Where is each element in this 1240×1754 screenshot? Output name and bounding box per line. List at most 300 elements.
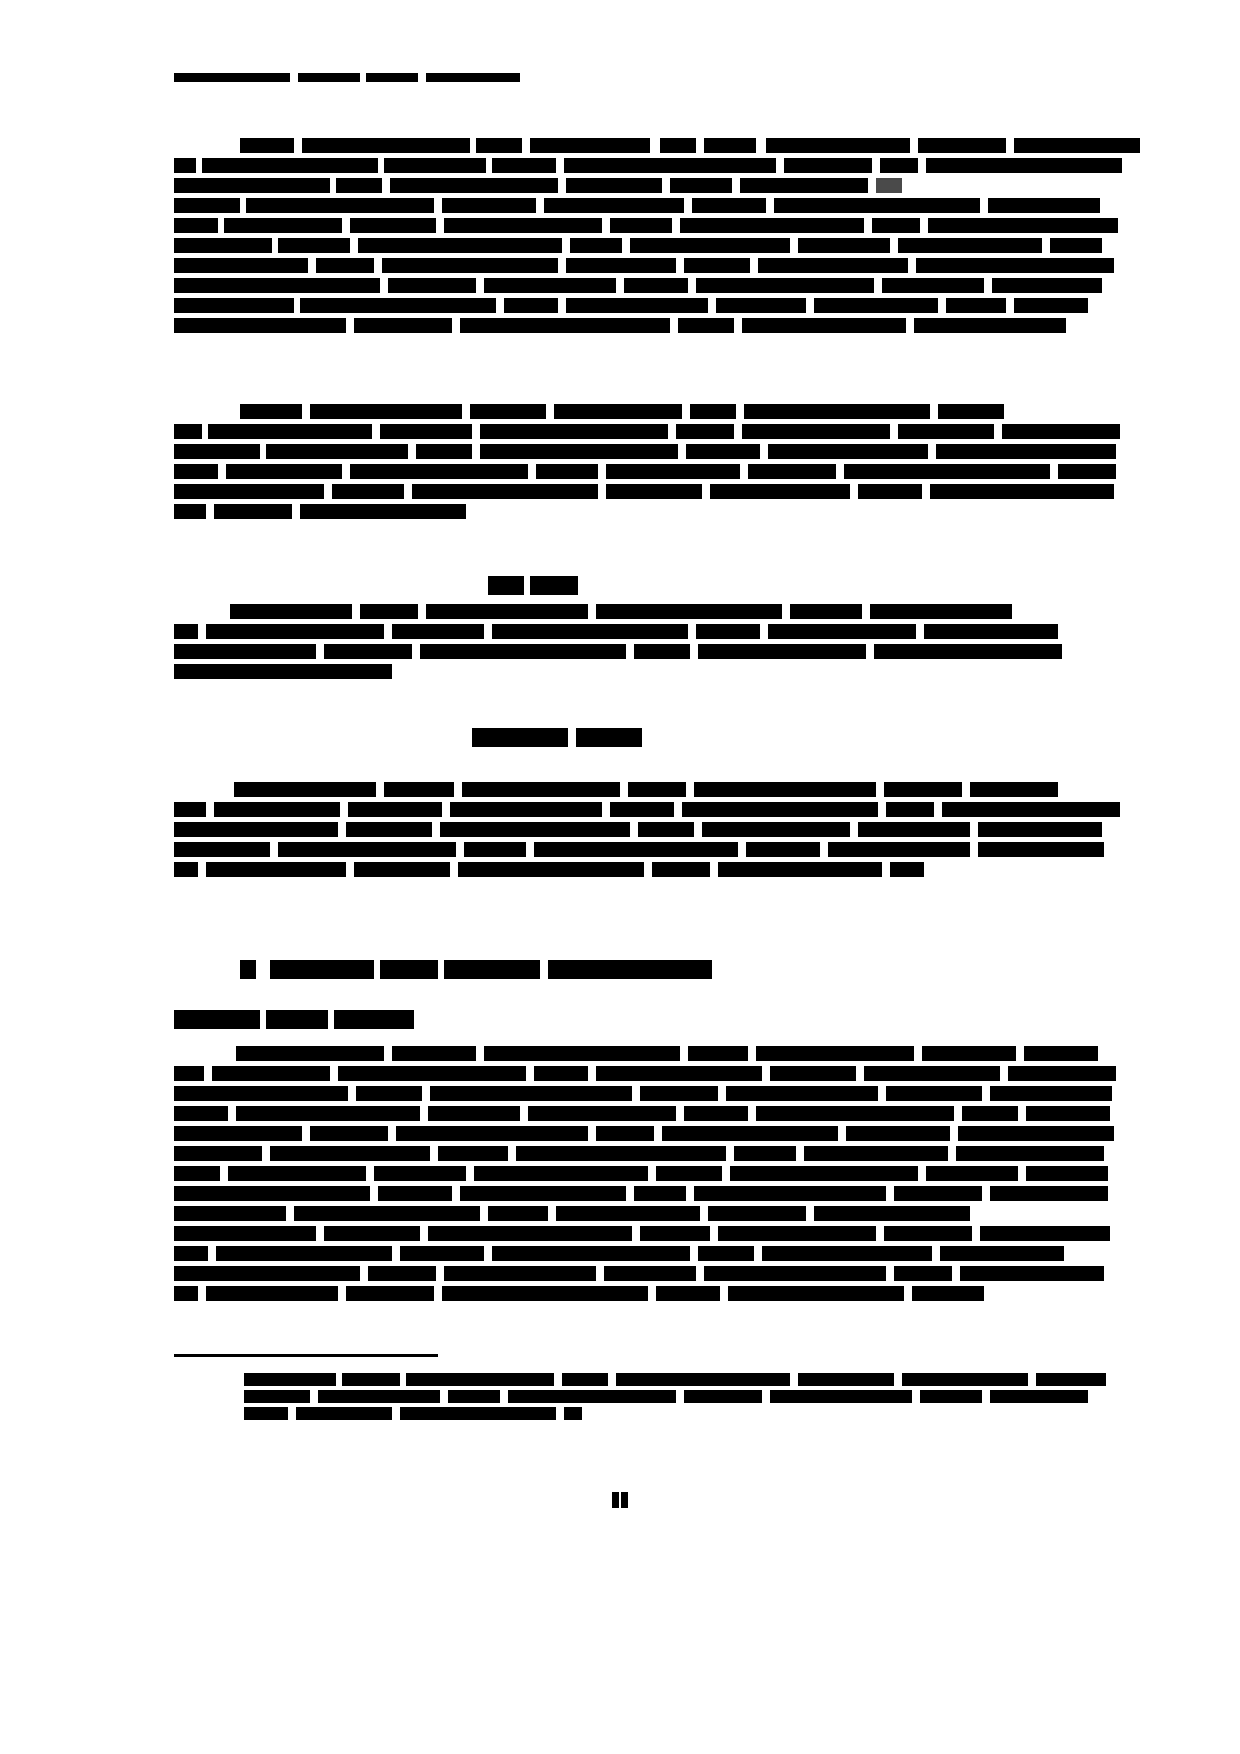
ink [476,138,522,153]
footnote-separator [174,1354,438,1357]
paragraph-3-text [174,684,175,685]
paragraph-4-text [174,882,175,883]
ink [858,822,970,837]
ink [382,258,558,273]
ink [374,1166,466,1181]
ink [638,822,694,837]
ink [958,1126,1114,1141]
ink [236,1046,384,1061]
ink [694,1186,886,1201]
ink [474,1166,648,1181]
ink [844,464,1050,479]
ink [318,1390,440,1403]
ink [310,404,462,419]
ink [988,198,1100,213]
ink [762,1246,932,1261]
ink [270,1146,430,1161]
ink [492,158,556,173]
ink [400,1246,484,1261]
ink [244,1373,336,1386]
ink [174,862,198,877]
ink [530,138,650,153]
ink [174,258,308,273]
ink [534,842,738,857]
ink [1014,138,1140,153]
ink [392,1046,476,1061]
ink [354,862,450,877]
ink [216,1246,392,1261]
ink [278,842,456,857]
ink [926,158,1122,173]
ink [174,624,198,639]
ink [174,464,218,479]
ink [924,624,1058,639]
ink [1036,1373,1106,1386]
ink [420,644,626,659]
paragraph-2-text [174,524,175,525]
ink [634,644,690,659]
ink [596,1066,762,1081]
ink [920,1390,982,1403]
ink [346,1286,434,1301]
header-ink-2 [298,73,360,82]
ink [470,404,546,419]
ink [798,1373,894,1386]
ink [444,1266,596,1281]
ink [652,862,710,877]
ink [554,404,682,419]
ink [174,1206,286,1221]
ink [226,464,342,479]
header-text [174,90,175,91]
ink [912,1286,984,1301]
ink [562,1373,608,1386]
ink [748,464,836,479]
ink [300,504,466,519]
ink [894,1186,982,1201]
ink [710,484,850,499]
ink [880,158,918,173]
ink [676,424,734,439]
ink [174,802,206,817]
ink [448,1390,500,1403]
ink [338,1066,526,1081]
ink [740,178,868,193]
ink [890,862,924,877]
ink [174,484,324,499]
ink [858,484,922,499]
ink [708,1206,806,1221]
ink [174,318,346,333]
ink [696,278,874,293]
ink [174,1286,198,1301]
ink [690,404,736,419]
ink [886,1086,982,1101]
ink [174,1106,228,1121]
ink [488,1206,548,1221]
ink [240,404,302,419]
ink [640,1226,710,1241]
ink [236,1106,420,1121]
ink [460,318,670,333]
ink [606,484,702,499]
ink [278,238,350,253]
ink [992,278,1102,293]
ink [426,604,588,619]
ink [621,1492,628,1508]
ink [640,1086,718,1101]
ink [980,1226,1110,1241]
ink [978,842,1104,857]
ink [212,1066,330,1081]
ink [174,1146,262,1161]
ink [472,728,568,747]
ink [174,1226,316,1241]
ink [728,1286,904,1301]
ink [174,424,202,439]
ink [930,484,1114,499]
ink [488,576,524,595]
ink [864,1066,1000,1081]
ink [918,138,1006,153]
ink [460,1186,626,1201]
ink [516,1146,726,1161]
ink [1026,1166,1108,1181]
ink [1026,1106,1110,1121]
ink [612,1492,619,1508]
ink [504,298,558,313]
ink [174,218,218,233]
ink [828,842,970,857]
ink [492,624,688,639]
ink [610,218,672,233]
ink [174,504,206,519]
ink [392,624,484,639]
ink [692,198,766,213]
ink [324,1226,420,1241]
ink [870,604,1012,619]
ink [962,1106,1018,1121]
ink [790,604,862,619]
ink [916,258,1114,273]
ink [576,728,642,747]
ink [570,238,622,253]
ink [244,1390,310,1403]
ink [356,1086,422,1101]
ink [444,960,540,979]
ink [814,1206,970,1221]
ink [610,802,674,817]
ink [206,1286,338,1301]
ink [596,1126,654,1141]
ink [174,278,380,293]
ink [686,444,760,459]
ink [956,1146,1104,1161]
ink [744,404,930,419]
ink [368,1266,436,1281]
ink [484,1046,680,1061]
ink [174,1166,220,1181]
ink [874,644,1062,659]
ink [940,1246,1064,1261]
ink [670,178,732,193]
ink [604,1266,696,1281]
ink [346,822,432,837]
ink [702,822,850,837]
ink [484,278,616,293]
header-ink-3 [366,73,418,82]
ink [928,218,1118,233]
ink [174,1066,204,1081]
ink [174,238,272,253]
ink [228,1166,366,1181]
ink [458,862,644,877]
ink [174,1186,370,1201]
ink [698,644,866,659]
ink [388,278,476,293]
ink [508,1390,676,1403]
ink [244,1407,288,1420]
ink [678,318,734,333]
ink [230,604,352,619]
ink [240,138,294,153]
ink [938,404,1004,419]
ink [774,198,980,213]
ink [990,1390,1088,1403]
ink [872,218,920,233]
ink [174,158,196,173]
ink [294,1206,480,1221]
ink [174,198,240,213]
ink [942,802,1120,817]
ink [718,1226,876,1241]
ink [694,782,876,797]
ink [530,576,578,595]
ink [990,1086,1112,1101]
ink [442,1286,648,1301]
ink [450,802,602,817]
ink [716,298,806,313]
ink [698,1246,754,1261]
ink [680,218,864,233]
ink [406,1373,554,1386]
header-ink-1 [174,73,290,82]
ink [566,258,676,273]
ink [380,424,472,439]
ink [240,960,256,979]
ink [430,1086,632,1101]
ink [442,198,536,213]
heading-text [488,598,489,599]
ink [384,782,454,797]
ink [444,218,602,233]
ink [684,1106,748,1121]
ink [350,218,436,233]
ink [630,238,790,253]
ink [566,298,708,313]
ink [270,960,374,979]
ink [174,842,270,857]
ink [726,1086,878,1101]
ink [174,444,260,459]
ink [390,178,558,193]
ink [174,664,392,679]
ink [990,1186,1108,1201]
ink [898,238,1042,253]
ink [768,444,928,459]
ink [766,138,910,153]
ink [174,1126,302,1141]
ink [360,604,418,619]
ink [656,1166,722,1181]
ink [756,1046,914,1061]
paragraph-1-text [174,338,175,339]
ink [846,1126,950,1141]
ink [1014,298,1088,313]
ink [536,464,598,479]
ink [556,1206,700,1221]
ink [704,138,756,153]
ink [922,1046,1016,1061]
ink [742,424,890,439]
ink [1058,464,1116,479]
ink [770,1066,856,1081]
ink [566,178,662,193]
ink [174,1266,360,1281]
ink [1008,1066,1116,1081]
ink [564,158,776,173]
ink [914,318,1066,333]
ink [946,298,1006,313]
ink [970,782,1058,797]
heading-text [472,750,473,751]
page-number-text [612,1512,613,1513]
ink [528,1106,676,1121]
ink [756,1106,954,1121]
header-ink-4 [426,73,520,82]
ink [358,238,562,253]
ink [718,862,882,877]
ink [416,444,472,459]
ink [480,444,678,459]
ink [696,624,760,639]
ink [616,1373,790,1386]
ink [902,1373,1028,1386]
ink [300,298,496,313]
ink [438,1146,508,1161]
ink [334,1010,414,1029]
ink [224,218,342,233]
ink [174,1086,348,1101]
ink [978,822,1102,837]
ink [214,504,292,519]
ink [354,318,452,333]
ink [174,298,294,313]
ink [246,198,434,213]
ink [214,802,340,817]
ink [412,484,598,499]
numbered-heading-text [174,982,175,983]
ink [462,782,620,797]
ink [758,258,908,273]
ink [882,278,984,293]
ink [784,158,872,173]
ink [734,1146,796,1161]
ink [704,1266,886,1281]
ink [548,960,712,979]
ink [624,278,688,293]
ink [378,1186,452,1201]
ink [400,1407,556,1420]
ink [606,464,740,479]
ink [656,1286,720,1301]
ink [266,1010,328,1029]
ink [688,1046,748,1061]
ink [628,782,686,797]
ink [936,444,1116,459]
ink [742,318,906,333]
ink [1050,238,1102,253]
ink [316,258,374,273]
ink [898,424,994,439]
ink [884,1226,972,1241]
ink [174,1010,260,1029]
ink [480,424,668,439]
ink [348,802,442,817]
ink [206,862,346,877]
ink [302,138,470,153]
footnote-text [174,1423,175,1424]
subheading-text [174,1032,175,1033]
ink [332,484,404,499]
ink [746,842,820,857]
ink [396,1126,588,1141]
ink [684,1390,762,1403]
ink [770,1390,912,1403]
ink-light [876,178,902,193]
ink [894,1266,952,1281]
ink [202,158,378,173]
ink [1002,424,1120,439]
ink [564,1407,582,1420]
ink [234,782,376,797]
ink [768,624,916,639]
ink [730,1166,918,1181]
ink [534,1066,588,1081]
ink [428,1226,632,1241]
ink [380,960,438,979]
ink [804,1146,948,1161]
ink [682,802,878,817]
ink [208,424,372,439]
ink [324,644,412,659]
ink [174,1246,208,1261]
ink [884,782,962,797]
ink [206,624,384,639]
ink [384,158,486,173]
ink [296,1407,392,1420]
ink [662,1126,838,1141]
ink [350,464,528,479]
ink [440,822,630,837]
ink [544,198,684,213]
ink [1024,1046,1098,1061]
ink [464,842,526,857]
ink [660,138,696,153]
ink [684,258,750,273]
paragraph-5-text [174,1306,175,1307]
ink [174,178,330,193]
